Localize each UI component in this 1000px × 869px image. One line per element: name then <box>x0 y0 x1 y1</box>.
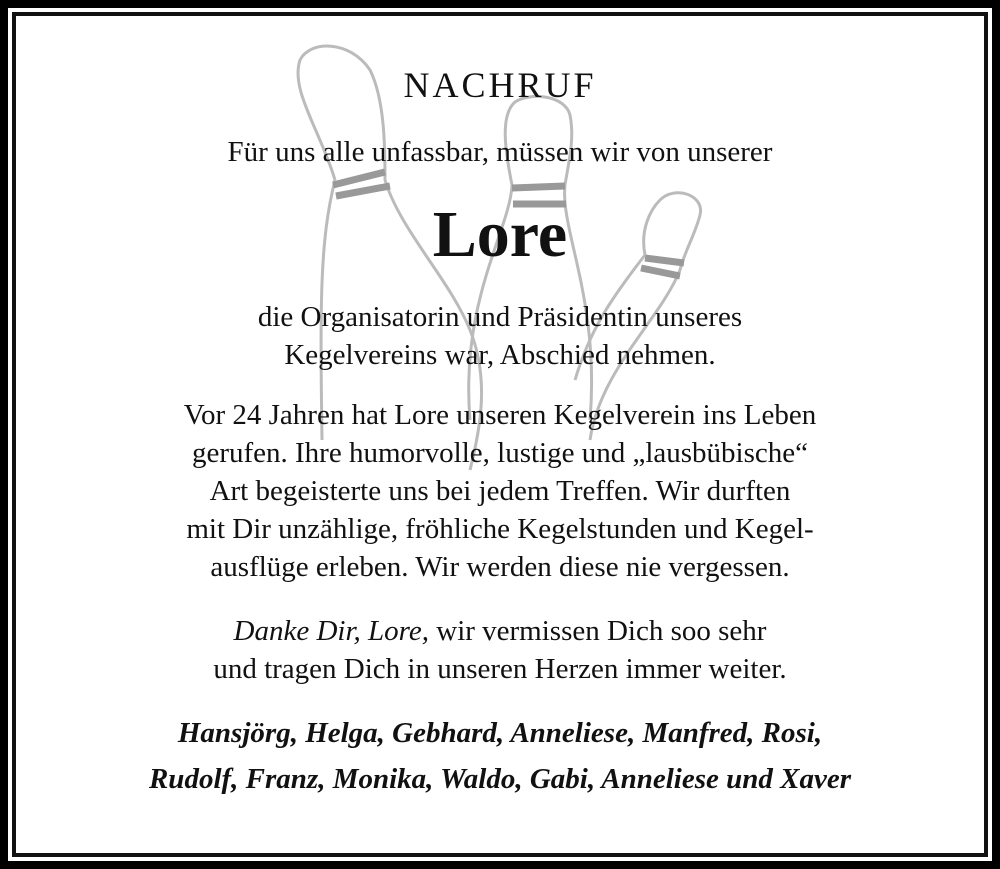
body-line: mit Dir unzählige, fröhliche Kegelstunden und Kegel- <box>186 513 814 545</box>
deceased-name: Lore <box>432 198 568 271</box>
body-line: Art begeisterte uns bei jedem Treffen. Wir durften <box>209 475 791 507</box>
body-line: Vor 24 Jahren hat Lore unseren Kegelverein ins Leben <box>183 399 817 431</box>
thanks-rest: wir vermissen Dich soo sehr <box>429 615 767 647</box>
role-line: die Organisatorin und Präsidentin unseres <box>257 301 743 333</box>
title: NACHRUF <box>403 65 597 105</box>
thanks-line <box>0 614 1000 648</box>
signature-line: Hansjörg, Helga, Gebhard, Anneliese, Manfred, Rosi, <box>177 717 823 749</box>
role-line: Kegelvereins war, Abschied nehmen. <box>284 339 716 371</box>
body-line: gerufen. Ihre humorvolle, lustige und „lausbübische“ <box>191 437 809 469</box>
thanks-line-2: und tragen Dich in unseren Herzen immer weiter. <box>213 653 787 685</box>
intro-text: Für uns alle unfassbar, müssen wir von unserer <box>227 136 773 168</box>
signature-line: Rudolf, Franz, Monika, Waldo, Gabi, Anneliese und Xaver <box>148 763 852 795</box>
body-line: ausflüge erleben. Wir werden diese nie vergessen. <box>210 551 790 583</box>
thanks-emphasis: Danke Dir, Lore, <box>233 615 429 647</box>
